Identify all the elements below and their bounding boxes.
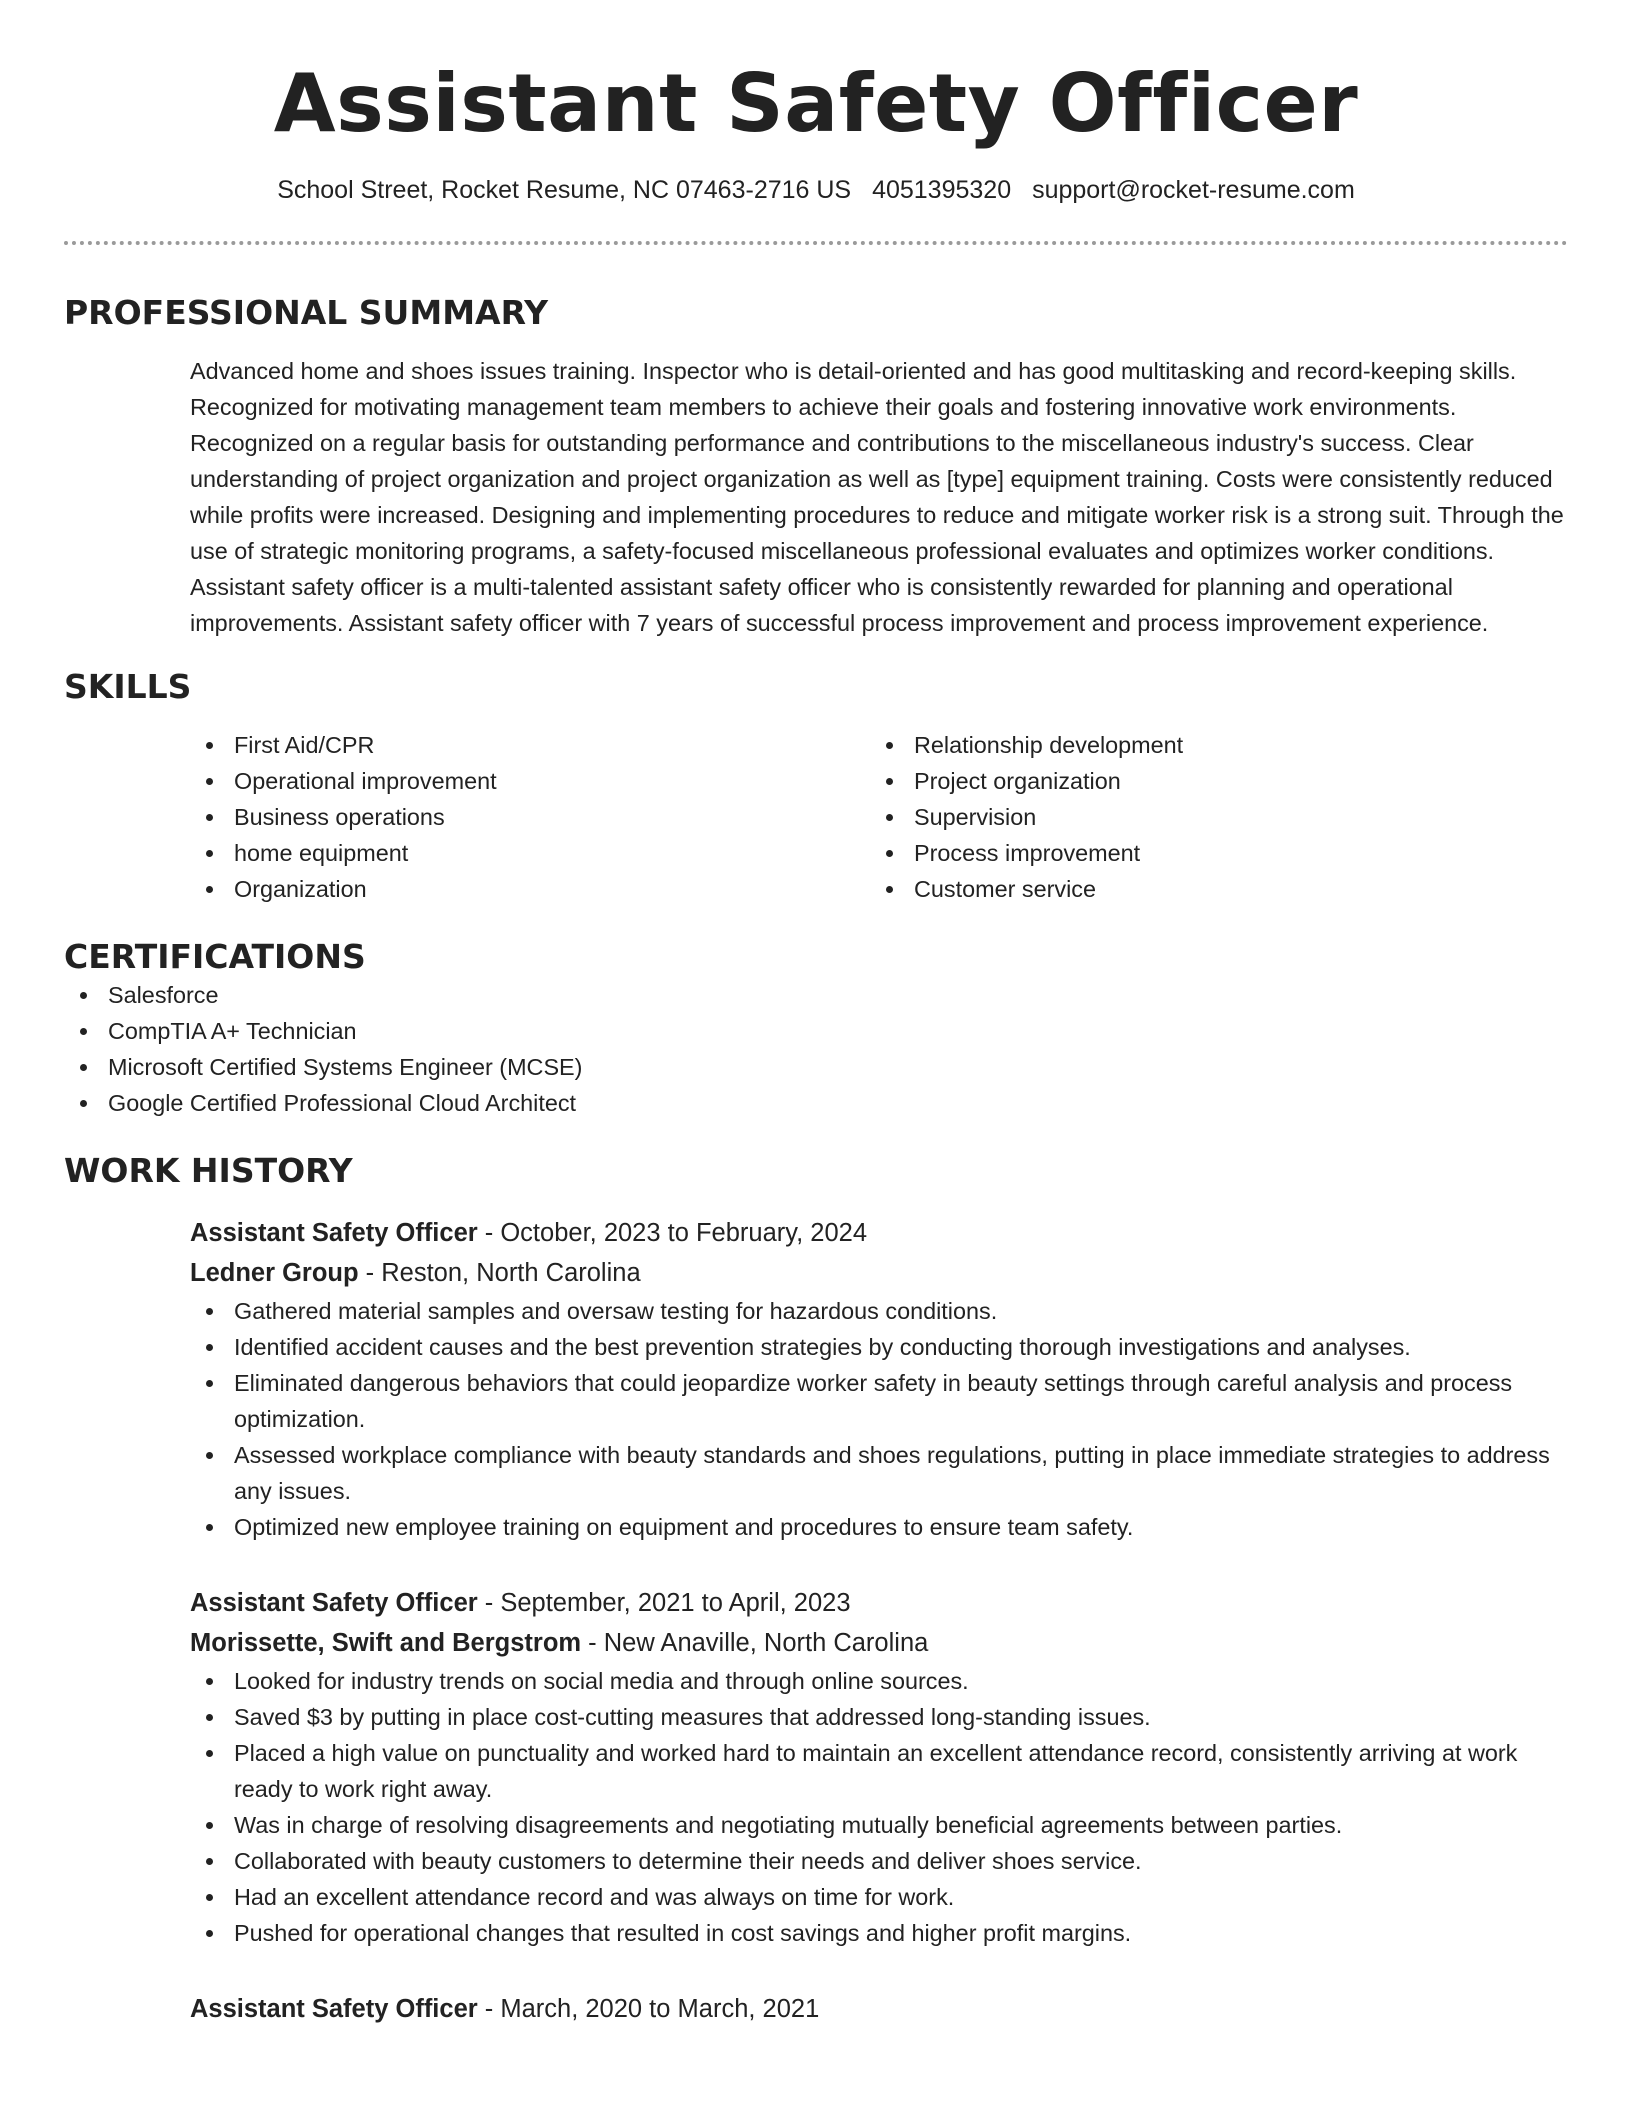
skill-item: Organization (190, 871, 870, 907)
summary-section (64, 293, 1568, 641)
work-history-heading: WORK HISTORY (64, 1151, 353, 1190)
certification-item: CompTIA A+ Technician (64, 1013, 1568, 1049)
job-company: Morissette, Swift and Bergstrom (190, 1629, 582, 1657)
certification-item: Microsoft Certified Systems Engineer (MCSE) (64, 1049, 1568, 1085)
certifications-section (64, 937, 1568, 1121)
job-duties (190, 1663, 1580, 1951)
job-duty: Placed a high value on punctuality and worked hard to maintain an excellent attendance record, consistently arriving at work ready to work right away. (190, 1735, 1580, 1807)
skill-item: Relationship development (870, 727, 1550, 763)
summary-heading: PROFESSIONAL SUMMARY (64, 293, 549, 332)
skills-heading: SKILLS (64, 667, 192, 706)
job-duty: Gathered material samples and oversaw testing for hazardous conditions. (190, 1293, 1580, 1329)
contact-address: School Street, Rocket Resume, NC 07463-2716 US (277, 176, 852, 204)
skill-item: Business operations (190, 799, 870, 835)
work-history-section (64, 1151, 1568, 2029)
job-duty: Was in charge of resolving disagreements and negotiating mutually beneficial agreements between parties. (190, 1807, 1580, 1843)
job-duty: Assessed workplace compliance with beauty standards and shoes regulations, putting in place immediate strategies to address any issues. (190, 1437, 1580, 1509)
skills-grid (190, 727, 1568, 907)
job-duty: Eliminated dangerous behaviors that could jeopardize worker safety in beauty settings through careful analysis and process optimization. (190, 1365, 1580, 1437)
summary-text: Advanced home and shoes issues training. Inspector who is detail-oriented and has good multitasking and record-keeping skills. Recognized for motivating management team members to achieve their goals and fostering innovative work environments. Recognized on a regular basis for outstanding performance and contributions to the miscellaneous industry's success. Clear understanding of project organization and project organization as well as [type] equipment training. Costs were consistently reduced while profits were increased. Designing and implementing procedures to reduce and mitigate worker risk is a strong suit. Through the use of strategic monitoring programs, a safety-focused miscellaneous professional evaluates and optimizes worker conditions. Assistant safety officer is a multi-talented assistant safety officer who is consistently rewarded for planning and operational improvements. Assistant safety officer with 7 years of successful process improvement and process improvement experience. (190, 358, 1564, 636)
job-location: - New Anaville, North Carolina (581, 1629, 929, 1657)
job-title-line (190, 1583, 1580, 1623)
contact-line (64, 174, 1568, 206)
job-duty: Pushed for operational changes that resulted in cost savings and higher profit margins. (190, 1915, 1580, 1951)
certification-item: Google Certified Professional Cloud Architect (64, 1085, 1568, 1121)
contact-phone: 4051395320 (872, 176, 1012, 204)
job-entry (190, 1989, 1580, 2029)
job-dates: - October, 2023 to February, 2024 (477, 1219, 868, 1247)
job-duties (190, 1293, 1580, 1545)
skill-item: home equipment (190, 835, 870, 871)
job-duty: Looked for industry trends on social media and through online sources. (190, 1663, 1580, 1699)
skill-item: Process improvement (870, 835, 1550, 871)
certification-item: Salesforce (64, 977, 1568, 1013)
job-title: Assistant Safety Officer (190, 1219, 478, 1247)
resume-page (64, 0, 1568, 2029)
job-title: Assistant Safety Officer (190, 1995, 478, 2023)
skill-item: First Aid/CPR (190, 727, 870, 763)
job-title: Assistant Safety Officer (190, 1589, 478, 1617)
contact-email: support@rocket-resume.com (1032, 176, 1355, 204)
job-entry (190, 1583, 1580, 1951)
resume-title: Assistant Safety Officer (273, 57, 1359, 150)
job-duty: Had an excellent attendance record and was always on time for work. (190, 1879, 1580, 1915)
skills-column-right (870, 727, 1550, 907)
skills-section (64, 667, 1568, 907)
job-company-line (190, 1623, 1580, 1663)
job-title-line (190, 1989, 1580, 2029)
skills-column-left (190, 727, 870, 907)
job-company-line (190, 1253, 1580, 1293)
certifications-list (64, 977, 1568, 1121)
skill-item: Supervision (870, 799, 1550, 835)
header-divider (64, 241, 1568, 245)
job-dates: - March, 2020 to March, 2021 (477, 1995, 820, 2023)
job-entry (190, 1213, 1580, 1545)
job-duty: Saved $3 by putting in place cost-cutting measures that addressed long-standing issues. (190, 1699, 1580, 1735)
job-duty: Optimized new employee training on equipment and procedures to ensure team safety. (190, 1509, 1580, 1545)
certifications-heading: CERTIFICATIONS (64, 937, 366, 976)
skill-item: Customer service (870, 871, 1550, 907)
job-company: Ledner Group (190, 1259, 359, 1287)
job-title-line (190, 1213, 1580, 1253)
skill-item: Project organization (870, 763, 1550, 799)
job-location: - Reston, North Carolina (358, 1259, 641, 1287)
job-duty: Identified accident causes and the best prevention strategies by conducting thorough investigations and analyses. (190, 1329, 1580, 1365)
job-duty: Collaborated with beauty customers to determine their needs and deliver shoes service. (190, 1843, 1580, 1879)
job-dates: - September, 2021 to April, 2023 (477, 1589, 851, 1617)
skill-item: Operational improvement (190, 763, 870, 799)
